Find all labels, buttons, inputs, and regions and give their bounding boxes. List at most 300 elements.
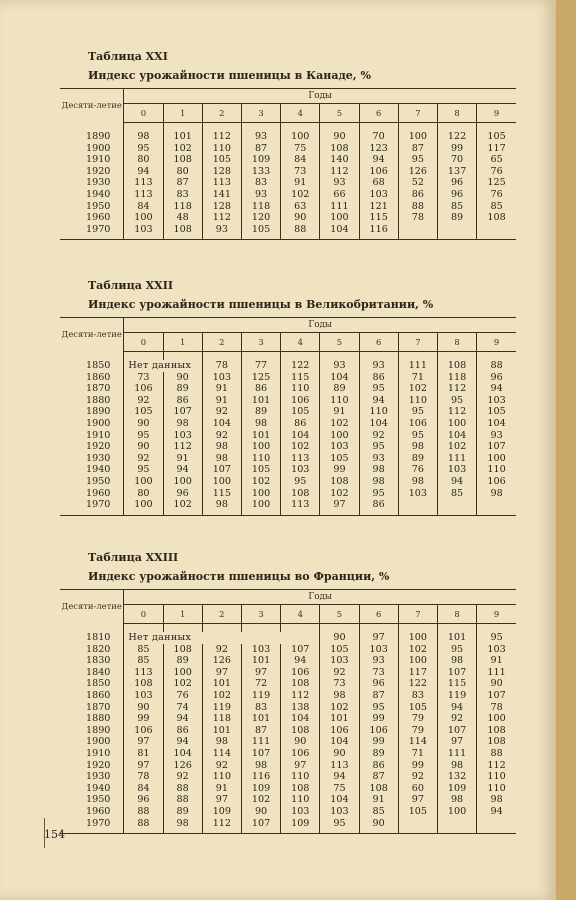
table-cell: 100 bbox=[398, 632, 437, 644]
table-cell: 105 bbox=[241, 464, 280, 476]
table-cell: 73 bbox=[320, 678, 359, 690]
table-number: Таблица XXIII bbox=[88, 551, 179, 564]
table-cell: 106 bbox=[359, 725, 398, 737]
table-cell: 104 bbox=[320, 736, 359, 748]
decade-cell: 1920 bbox=[60, 166, 124, 178]
table-cell: 77 bbox=[241, 360, 280, 372]
table-cell: 112 bbox=[437, 406, 476, 418]
table-cell: 107 bbox=[437, 667, 476, 679]
table-cell: 72 bbox=[241, 678, 280, 690]
data-table bbox=[60, 317, 516, 516]
year-digit-header: 2 bbox=[202, 104, 241, 123]
table-row bbox=[60, 166, 516, 178]
table-cell: 105 bbox=[398, 806, 437, 818]
table-cell: 109 bbox=[202, 806, 241, 818]
table-cell: 108 bbox=[281, 488, 320, 500]
decade-cell: 1970 bbox=[60, 818, 124, 834]
decade-cell: 1910 bbox=[60, 748, 124, 760]
table-cell: 113 bbox=[202, 177, 241, 189]
table-cell: 90 bbox=[241, 806, 280, 818]
table-cell bbox=[477, 818, 516, 834]
table-cell: 98 bbox=[398, 441, 437, 453]
table-cell: 92 bbox=[437, 713, 476, 725]
years-header: Годы bbox=[124, 89, 516, 104]
decade-cell: 1930 bbox=[60, 177, 124, 189]
table-cell: 95 bbox=[359, 488, 398, 500]
table-cell: 98 bbox=[320, 690, 359, 702]
data-table bbox=[60, 589, 516, 834]
table-cell: 105 bbox=[398, 702, 437, 714]
page-number: 154 bbox=[44, 828, 65, 841]
table-cell: 91 bbox=[320, 406, 359, 418]
table-block-xxii bbox=[60, 279, 516, 516]
table-row bbox=[60, 488, 516, 500]
decade-cell: 1890 bbox=[60, 725, 124, 737]
table-cell: 115 bbox=[437, 678, 476, 690]
table-row bbox=[60, 499, 516, 515]
decade-cell: 1860 bbox=[60, 690, 124, 702]
year-digit-header: 2 bbox=[202, 333, 241, 352]
table-row bbox=[60, 189, 516, 201]
table-cell: 118 bbox=[202, 713, 241, 725]
table-cell: 93 bbox=[320, 177, 359, 189]
table-row bbox=[60, 224, 516, 240]
table-number: Таблица XXI bbox=[88, 50, 168, 63]
table-row bbox=[60, 177, 516, 189]
table-cell: 94 bbox=[163, 464, 202, 476]
table-cell: 99 bbox=[124, 713, 163, 725]
year-digit-header: 8 bbox=[437, 104, 476, 123]
table-cell: 112 bbox=[437, 383, 476, 395]
table-cell: 100 bbox=[320, 430, 359, 442]
table-cell: 98 bbox=[163, 818, 202, 834]
year-digit-header: 2 bbox=[202, 605, 241, 624]
decade-cell: 1870 bbox=[60, 383, 124, 395]
table-cell: 93 bbox=[359, 453, 398, 465]
table-cell: 97 bbox=[124, 760, 163, 772]
decade-cell: 1950 bbox=[60, 794, 124, 806]
table-title: Индекс урожайности пшеницы в Великобритании, % bbox=[88, 298, 434, 311]
table-cell: 107 bbox=[281, 644, 320, 656]
table-cell: 92 bbox=[202, 430, 241, 442]
table-cell: 102 bbox=[241, 794, 280, 806]
table-cell: 107 bbox=[163, 406, 202, 418]
table-cell: 104 bbox=[487, 417, 506, 429]
table-cell: 78 bbox=[398, 212, 437, 224]
table-cell: 133 bbox=[241, 166, 280, 178]
decade-header: Десяти-летие bbox=[60, 590, 124, 624]
decade-cell: 1850 bbox=[60, 678, 124, 690]
year-digit-header: 6 bbox=[359, 605, 398, 624]
table-row bbox=[60, 748, 516, 760]
table-cell: 98 bbox=[437, 760, 476, 772]
decade-cell: 1900 bbox=[60, 736, 124, 748]
table-row bbox=[60, 476, 516, 488]
table-cell: 100 bbox=[437, 418, 476, 430]
table-cell: 101 bbox=[241, 430, 280, 442]
decade-cell: 1930 bbox=[60, 771, 124, 783]
table-cell: 122 bbox=[437, 131, 476, 143]
table-cell: 125 bbox=[487, 177, 506, 189]
table-row bbox=[60, 713, 516, 725]
table-cell: 70 bbox=[437, 154, 476, 166]
table-cell: 110 bbox=[281, 771, 320, 783]
table-cell: 98 bbox=[124, 131, 163, 143]
table-cell: 132 bbox=[437, 771, 476, 783]
table-row bbox=[60, 655, 516, 667]
table-row bbox=[60, 771, 516, 783]
year-digit-header: 5 bbox=[320, 605, 359, 624]
table-cell: 97 bbox=[202, 667, 241, 679]
table-cell: 88 bbox=[124, 806, 163, 818]
table-cell: 138 bbox=[281, 702, 320, 714]
table-cell: 103 bbox=[320, 441, 359, 453]
table-cell: 104 bbox=[281, 430, 320, 442]
table-cell: 97 bbox=[241, 667, 280, 679]
decade-cell: 1950 bbox=[60, 201, 124, 213]
table-cell: 94 bbox=[320, 771, 359, 783]
table-cell: 112 bbox=[163, 441, 202, 453]
table-cell: 102 bbox=[163, 143, 202, 155]
table-title: Индекс урожайности пшеницы во Франции, % bbox=[88, 570, 390, 583]
table-cell: 88 bbox=[163, 794, 202, 806]
table-cell: 103 bbox=[281, 806, 320, 818]
table-cell: 86 bbox=[398, 189, 437, 201]
year-digit-header: 5 bbox=[320, 333, 359, 352]
table-cell: 97 bbox=[124, 736, 163, 748]
table-cell: 93 bbox=[359, 360, 398, 372]
table-cell: 85 bbox=[124, 655, 163, 667]
table-cell: 104 bbox=[202, 418, 241, 430]
table-cell: 95 bbox=[398, 154, 437, 166]
table-row bbox=[60, 736, 516, 748]
table-cell: 101 bbox=[241, 713, 280, 725]
table-cell: 121 bbox=[359, 201, 398, 213]
table-cell: 92 bbox=[398, 771, 437, 783]
decade-cell: 1830 bbox=[60, 655, 124, 667]
decade-cell: 1810 bbox=[60, 632, 124, 644]
table-cell: 87 bbox=[241, 143, 280, 155]
table-title: Индекс урожайности пшеницы в Канаде, % bbox=[88, 69, 371, 82]
table-cell: 98 bbox=[202, 499, 241, 515]
table-row bbox=[60, 154, 516, 166]
table-cell bbox=[398, 499, 437, 515]
decade-cell: 1970 bbox=[60, 499, 124, 515]
table-cell: 98 bbox=[202, 441, 241, 453]
year-digit-header: 7 bbox=[398, 605, 437, 624]
table-cell: 96 bbox=[163, 488, 202, 500]
decade-cell: 1880 bbox=[60, 395, 124, 407]
table-cell: 100 bbox=[281, 131, 320, 143]
table-cell: 106 bbox=[359, 166, 398, 178]
table-cell: 104 bbox=[359, 418, 398, 430]
table-row bbox=[60, 383, 516, 395]
table-cell: 95 bbox=[320, 818, 359, 834]
table-cell: 70 bbox=[359, 131, 398, 143]
table-cell: 111 bbox=[398, 360, 437, 372]
year-digit-header: 8 bbox=[437, 605, 476, 624]
table-cell: 88 bbox=[490, 360, 503, 371]
table-cell: 102 bbox=[398, 383, 437, 395]
decade-cell: 1820 bbox=[60, 644, 124, 656]
table-cell: 102 bbox=[281, 189, 320, 201]
table-cell: 102 bbox=[163, 499, 202, 515]
table-cell: 110 bbox=[241, 453, 280, 465]
year-digit-header: 3 bbox=[241, 104, 280, 123]
table-cell: 103 bbox=[398, 488, 437, 500]
table-cell: 100 bbox=[163, 476, 202, 488]
table-cell: 116 bbox=[359, 224, 398, 240]
table-row bbox=[60, 360, 516, 372]
table-cell: 112 bbox=[281, 690, 320, 702]
table-cell: 98 bbox=[398, 476, 437, 488]
table-cell: 100 bbox=[124, 476, 163, 488]
table-cell: 103 bbox=[487, 394, 506, 406]
table-cell: 103 bbox=[320, 806, 359, 818]
table-cell: 100 bbox=[398, 655, 437, 667]
table-cell: 85 bbox=[490, 200, 503, 212]
table-cell: 122 bbox=[398, 678, 437, 690]
table-cell: 80 bbox=[124, 154, 163, 166]
table-cell: 108 bbox=[163, 154, 202, 166]
table-cell: 88 bbox=[490, 747, 503, 759]
decade-cell: 1920 bbox=[60, 441, 124, 453]
table-cell: 98 bbox=[241, 418, 280, 430]
table-cell: 92 bbox=[124, 453, 163, 465]
year-digit-header: 0 bbox=[124, 605, 163, 624]
table-cell: 89 bbox=[163, 806, 202, 818]
table-cell: 63 bbox=[281, 201, 320, 213]
table-cell: 94 bbox=[281, 655, 320, 667]
year-digit-header: 0 bbox=[124, 333, 163, 352]
table-cell: 105 bbox=[281, 406, 320, 418]
table-cell: 102 bbox=[241, 476, 280, 488]
table-cell: 107 bbox=[241, 748, 280, 760]
table-cell: 91 bbox=[163, 453, 202, 465]
table-cell: 87 bbox=[359, 690, 398, 702]
table-cell: 110 bbox=[359, 406, 398, 418]
table-cell: 98 bbox=[437, 794, 476, 806]
no-data-note: Нет данных bbox=[124, 360, 202, 372]
table-cell: 141 bbox=[202, 189, 241, 201]
table-cell: 96 bbox=[124, 794, 163, 806]
table-cell: 108 bbox=[437, 360, 476, 372]
decade-cell: 1890 bbox=[60, 406, 124, 418]
table-cell: 92 bbox=[124, 395, 163, 407]
table-cell: 112 bbox=[202, 818, 241, 834]
year-digit-header: 7 bbox=[398, 333, 437, 352]
table-cell: 128 bbox=[202, 166, 241, 178]
table-cell: 90 bbox=[124, 702, 163, 714]
year-digit-header: 0 bbox=[124, 104, 163, 123]
table-cell: 100 bbox=[124, 499, 163, 515]
table-cell: 96 bbox=[359, 678, 398, 690]
table-cell: 80 bbox=[163, 166, 202, 178]
table-cell: 78 bbox=[202, 360, 241, 372]
table-cell: 113 bbox=[281, 453, 320, 465]
table-cell: 101 bbox=[320, 713, 359, 725]
table-cell: 103 bbox=[163, 430, 202, 442]
table-cell: 110 bbox=[202, 771, 241, 783]
decade-cell: 1960 bbox=[60, 488, 124, 500]
table-cell: 104 bbox=[281, 713, 320, 725]
table-cell: 112 bbox=[487, 759, 506, 771]
year-digit-header: 6 bbox=[359, 333, 398, 352]
year-digit-header: 4 bbox=[281, 605, 320, 624]
table-cell: 91 bbox=[490, 655, 503, 667]
table-cell: 110 bbox=[487, 782, 506, 794]
table-row bbox=[60, 464, 516, 476]
table-cell bbox=[477, 224, 516, 240]
table-cell: 68 bbox=[359, 177, 398, 189]
year-digit-header: 4 bbox=[281, 104, 320, 123]
table-cell: 108 bbox=[163, 644, 202, 656]
decade-cell: 1920 bbox=[60, 760, 124, 772]
table-cell: 91 bbox=[359, 794, 398, 806]
table-cell: 71 bbox=[398, 372, 437, 384]
table-cell: 65 bbox=[490, 154, 503, 166]
table-row bbox=[60, 418, 516, 430]
table-cell: 112 bbox=[202, 212, 241, 224]
table-cell: 78 bbox=[490, 701, 503, 713]
table-row bbox=[60, 690, 516, 702]
table-cell: 109 bbox=[437, 783, 476, 795]
table-cell: 125 bbox=[241, 372, 280, 384]
table-cell: 107 bbox=[241, 818, 280, 834]
table-cell: 117 bbox=[398, 667, 437, 679]
table-cell: 90 bbox=[124, 441, 163, 453]
table-cell: 100 bbox=[241, 488, 280, 500]
table-cell: 113 bbox=[124, 189, 163, 201]
table-cell: 98 bbox=[490, 487, 503, 499]
table-cell: 115 bbox=[359, 212, 398, 224]
table-cell: 87 bbox=[163, 177, 202, 189]
table-row bbox=[60, 725, 516, 737]
table-cell: 108 bbox=[163, 224, 202, 240]
year-digit-header: 3 bbox=[241, 605, 280, 624]
table-cell: 100 bbox=[437, 806, 476, 818]
table-cell: 98 bbox=[490, 794, 503, 806]
table-cell: 123 bbox=[359, 143, 398, 155]
table-cell: 94 bbox=[437, 476, 476, 488]
table-cell: 89 bbox=[241, 406, 280, 418]
year-digit-header: 1 bbox=[163, 333, 202, 352]
table-cell: 106 bbox=[281, 395, 320, 407]
table-cell: 106 bbox=[124, 725, 163, 737]
years-header: Годы bbox=[124, 318, 516, 333]
table-cell: 85 bbox=[359, 806, 398, 818]
table-cell: 106 bbox=[320, 725, 359, 737]
table-cell: 110 bbox=[202, 143, 241, 155]
table-cell: 96 bbox=[490, 371, 503, 383]
year-digit-header: 6 bbox=[359, 104, 398, 123]
table-cell: 103 bbox=[124, 224, 163, 240]
table-cell: 109 bbox=[241, 783, 280, 795]
table-cell: 105 bbox=[241, 224, 280, 240]
table-cell: 101 bbox=[202, 678, 241, 690]
table-cell: 95 bbox=[359, 702, 398, 714]
table-cell: 105 bbox=[487, 406, 506, 418]
table-cell: 89 bbox=[320, 383, 359, 395]
table-cell: 95 bbox=[437, 395, 476, 407]
table-cell: 93 bbox=[359, 655, 398, 667]
decade-cell: 1900 bbox=[60, 143, 124, 155]
table-cell: 108 bbox=[281, 678, 320, 690]
table-cell: 112 bbox=[202, 131, 241, 143]
table-cell: 105 bbox=[202, 154, 241, 166]
table-cell: 128 bbox=[202, 201, 241, 213]
table-cell: 102 bbox=[163, 678, 202, 690]
table-cell: 110 bbox=[281, 383, 320, 395]
table-cell: 101 bbox=[241, 655, 280, 667]
table-cell: 85 bbox=[124, 644, 163, 656]
table-row bbox=[60, 667, 516, 679]
decade-cell: 1960 bbox=[60, 212, 124, 224]
table-cell: 90 bbox=[320, 748, 359, 760]
table-cell: 118 bbox=[163, 201, 202, 213]
table-cell: 111 bbox=[437, 748, 476, 760]
table-cell: 102 bbox=[202, 690, 241, 702]
table-cell: 100 bbox=[241, 441, 280, 453]
table-cell: 107 bbox=[202, 464, 241, 476]
table-cell: 120 bbox=[241, 212, 280, 224]
table-cell: 90 bbox=[281, 736, 320, 748]
table-cell: 105 bbox=[124, 406, 163, 418]
table-cell: 103 bbox=[359, 189, 398, 201]
table-cell: 111 bbox=[241, 736, 280, 748]
table-cell: 119 bbox=[437, 690, 476, 702]
table-cell: 104 bbox=[437, 430, 476, 442]
table-cell: 83 bbox=[163, 189, 202, 201]
table-cell: 108 bbox=[359, 783, 398, 795]
table-cell: 113 bbox=[124, 667, 163, 679]
table-cell: 92 bbox=[202, 644, 241, 656]
table-cell: 76 bbox=[398, 464, 437, 476]
table-cell: 106 bbox=[124, 383, 163, 395]
table-cell: 111 bbox=[320, 201, 359, 213]
table-cell: 83 bbox=[398, 690, 437, 702]
table-cell: 86 bbox=[281, 418, 320, 430]
decade-cell: 1960 bbox=[60, 806, 124, 818]
table-cell: 97 bbox=[437, 736, 476, 748]
table-cell: 92 bbox=[202, 406, 241, 418]
table-cell: 98 bbox=[359, 476, 398, 488]
table-cell: 116 bbox=[241, 771, 280, 783]
year-digit-header: 8 bbox=[437, 333, 476, 352]
decade-cell: 1970 bbox=[60, 224, 124, 240]
table-cell: 73 bbox=[359, 667, 398, 679]
table-cell: 92 bbox=[320, 667, 359, 679]
table-cell: 97 bbox=[202, 794, 241, 806]
table-cell: 91 bbox=[202, 395, 241, 407]
table-cell: 79 bbox=[398, 713, 437, 725]
table-cell: 66 bbox=[320, 189, 359, 201]
table-cell: 97 bbox=[359, 632, 398, 644]
table-cell: 114 bbox=[202, 748, 241, 760]
table-cell: 104 bbox=[163, 748, 202, 760]
table-cell: 103 bbox=[281, 464, 320, 476]
table-cell: 103 bbox=[320, 655, 359, 667]
table-cell: 93 bbox=[490, 429, 503, 441]
table-cell: 110 bbox=[487, 464, 506, 476]
table-cell: 93 bbox=[320, 360, 359, 372]
data-table bbox=[60, 88, 516, 240]
table-cell: 95 bbox=[490, 632, 503, 643]
page-edge bbox=[556, 0, 576, 900]
table-row bbox=[60, 131, 516, 143]
table-cell: 106 bbox=[398, 418, 437, 430]
table-cell: 97 bbox=[320, 499, 359, 515]
